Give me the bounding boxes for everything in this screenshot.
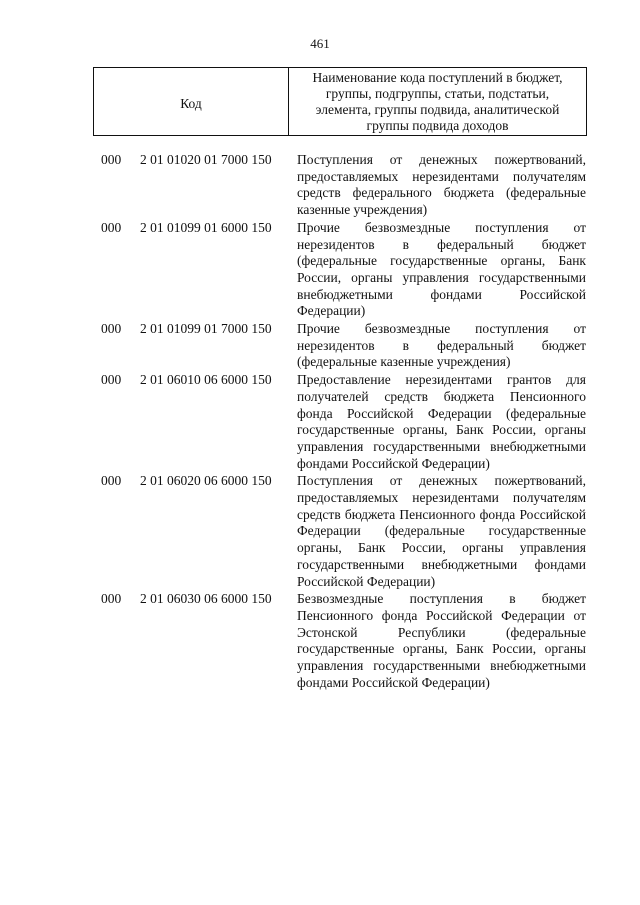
row-description: Безвозмездные поступления в бюджет Пенсионного фонда Российской Федерации от Эстонской Республики (федеральные государственные органы, Банк России, органы управления государственными внебюджетными фондами Российской Федерации) xyxy=(297,591,586,690)
budget-code: 2 01 01099 01 6000 150 xyxy=(140,219,272,235)
table-header xyxy=(93,67,587,136)
row-description: Прочие безвозмездные поступления от нерезидентов в федеральный бюджет (федеральные казенные учреждения) xyxy=(297,321,586,370)
admin-code: 000 xyxy=(101,372,122,388)
row-description: Прочие безвозмездные поступления от нерезидентов в федеральный бюджет (федеральные государственные органы, Банк России, органы управления государственными внебюджетными фондами Российской Федерации) xyxy=(297,219,586,319)
table-row xyxy=(0,372,640,472)
header-code-label: Код xyxy=(94,68,289,135)
budget-code: 2 01 06010 06 6000 150 xyxy=(140,372,272,388)
table-row xyxy=(0,591,640,691)
table-row xyxy=(0,152,640,219)
admin-code: 000 xyxy=(101,152,122,167)
row-description: Поступления от денежных пожертвований, предоставляемых нерезидентами получателям средств федерального бюджета (федеральные казенные учреждения) xyxy=(297,152,586,218)
row-description: Поступления от денежных пожертвований, предоставляемых нерезидентами получателям средств бюджета Пенсионного фонда Российской Федерации (федеральные государственные органы, Банк России, органы управления государственными внебюджетными фондами Российской Федерации) xyxy=(297,473,586,589)
table-row xyxy=(0,321,640,371)
admin-code: 000 xyxy=(101,321,122,337)
budget-code: 2 01 06030 06 6000 150 xyxy=(140,591,272,607)
budget-code: 2 01 01020 01 7000 150 xyxy=(140,152,272,167)
admin-code: 000 xyxy=(101,591,122,607)
table-body xyxy=(0,152,640,692)
budget-code: 2 01 06020 06 6000 150 xyxy=(140,473,272,489)
table-row xyxy=(0,473,640,590)
page-number: 461 xyxy=(310,36,330,51)
admin-code: 000 xyxy=(101,219,122,235)
admin-code: 000 xyxy=(101,473,122,489)
row-description: Предоставление нерезидентами грантов для получателей средств бюджета Пенсионного фонда Российской Федерации (федеральные государственные органы, Банк России, органы управления государственными внебюджетными фондами Российской Федерации) xyxy=(297,372,586,471)
table-row xyxy=(0,220,640,320)
header-name-label: Наименование кода поступлений в бюджет, группы, подгруппы, статьи, подстатьи, элемента, группы подвида, аналитической группы подвида доходов xyxy=(312,70,563,133)
budget-code: 2 01 01099 01 7000 150 xyxy=(140,321,272,337)
